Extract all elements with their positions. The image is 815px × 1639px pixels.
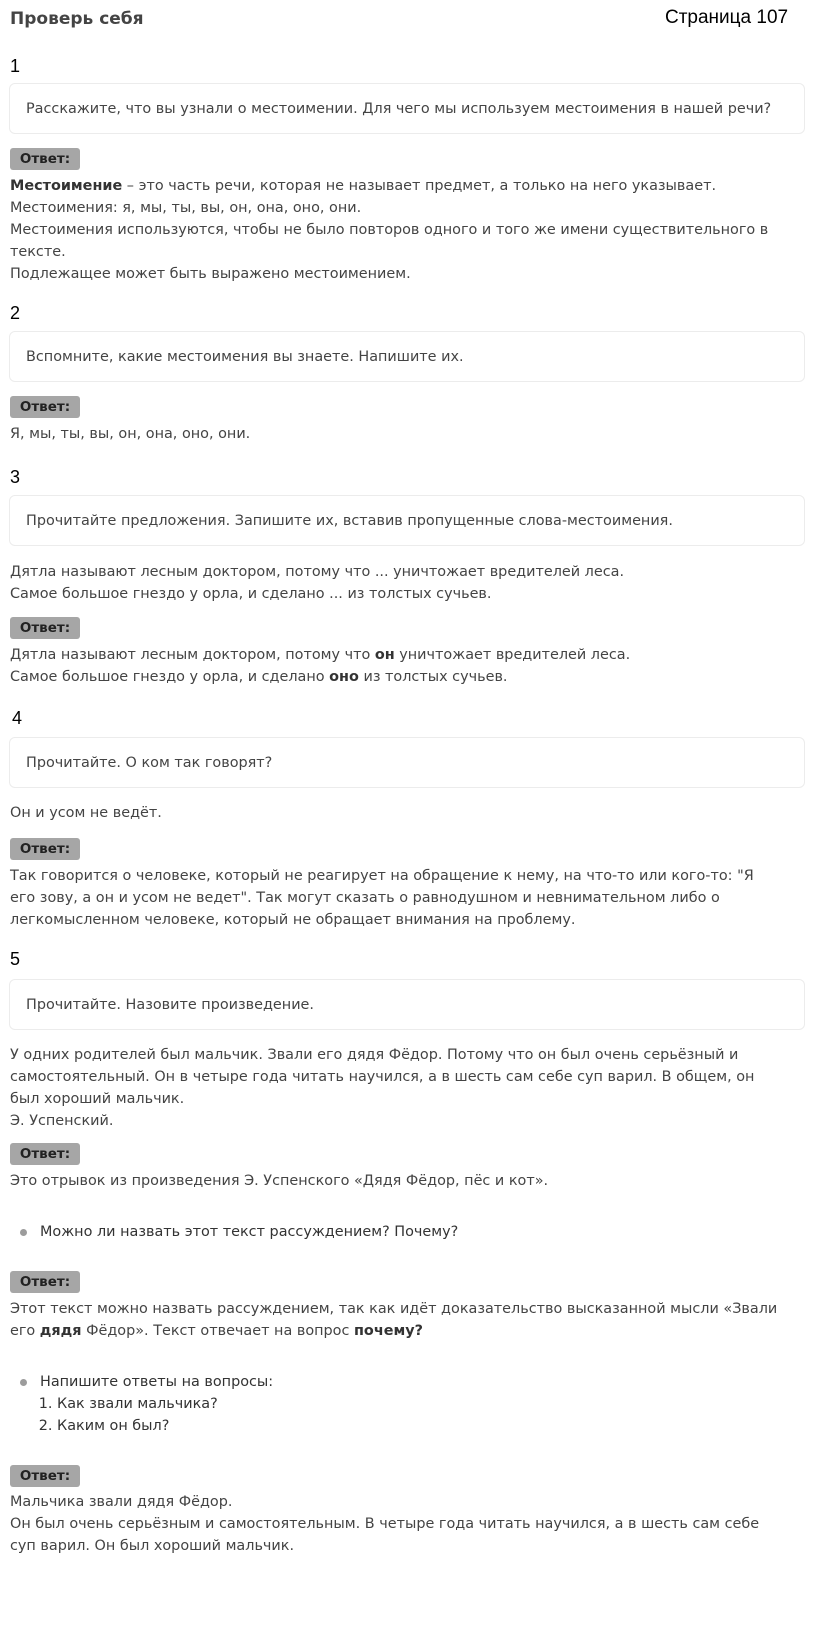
bullet-icon [20,1379,27,1386]
question-box [9,83,805,134]
answer-text: Дятла называют лесным доктором, потому что он уничтожает вредителей леса. Самое большое гнездо у орла, и сделано оно из толстых сучьев. [10,647,631,685]
answer-badge: Ответ: [10,396,80,418]
sub-question: Можно ли назвать этот текст рассуждением? Почему? [40,1224,459,1240]
answer-badge: Ответ: [10,148,80,170]
sub-question: Напишите ответы на вопросы: 1. Как звали мальчика? 2. Каким он был? [40,1371,800,1437]
question-box [9,331,805,382]
exercise-text: У одних родителей был мальчик. Звали его дядя Фёдор. Потому что он был очень серьёзный и самостоятельный. Он в четыре года читать научился, а в шесть сам себе суп варил. В общем, он был хороший мальчик. Э. Успенский. [10,1047,755,1129]
answer-badge: Ответ: [10,1271,80,1293]
answer-badge: Ответ: [10,1143,80,1165]
question-text: Прочитайте. О ком так говорят? [26,754,273,771]
question-text: Вспомните, какие местоимения вы знаете. Напишите их. [26,348,464,365]
answer-text: Это отрывок из произведения Э. Успенского «Дядя Фёдор, пёс и кот». [10,1173,549,1189]
question-text: Прочитайте предложения. Запишите их, вставив пропущенные слова-местоимения. [26,512,673,529]
exercise-text: Он и усом не ведёт. [10,805,162,821]
answer-text: Я, мы, ты, вы, он, она, оно, они. [10,426,251,442]
exercise-text: Дятла называют лесным доктором, потому что ... уничтожает вредителей леса. Самое большое гнездо у орла, и сделано ... из толстых сучьев. [10,564,625,602]
task-number: 2 [10,303,21,323]
list-item: 1. Как звали мальчика? [57,1393,800,1415]
answer-badge: Ответ: [10,617,80,639]
answer-text: Так говорится о человеке, который не реагирует на обращение к нему, на что-то или кого-то: "Я его зову, а он и усом не ведет". Так могут сказать о равнодушном и невнимательном либо о легкомысленном человеке, который не обращает внимания на проблему. [10,868,754,928]
question-list [40,1393,800,1437]
question-text: Прочитайте. Назовите произведение. [26,996,314,1013]
question-box [9,979,805,1030]
question-box [9,737,805,788]
answer-text: Этот текст можно назвать рассуждением, так как идёт доказательство высказанной мысли «Звали его дядя Фёдор». Текст отвечает на вопрос почему? [10,1301,778,1339]
term: Местоимение [10,178,123,194]
bullet-icon [20,1229,27,1236]
task-number: 5 [10,949,21,969]
page-number: Страница 107 [665,7,789,28]
answer-text: Мальчика звали дядя Фёдор. Он был очень серьёзным и самостоятельным. В четыре года читать научился, а в шесть сам себе суп варил. Он был хороший мальчик. [10,1494,760,1554]
task-number: 3 [10,467,21,487]
page-title: Проверь себя [10,9,144,29]
task-number: 1 [10,56,21,76]
task-number: 4 [12,708,23,728]
question-box [9,495,805,546]
answer-badge: Ответ: [10,838,80,860]
list-item: 2. Каким он был? [57,1415,800,1437]
answer-badge: Ответ: [10,1465,80,1487]
question-text: Расскажите, что вы узнали о местоимении. Для чего мы используем местоимения в нашей речи? [26,100,772,117]
answer-text: Местоимение – это часть речи, которая не называет предмет, а только на него указывает. Местоимения: я, мы, ты, вы, он, она, оно, они. Местоимения используются, чтобы не было повторов одного и того же имени существительного в тексте. Подлежащее может быть выражено местоимением. [10,178,769,282]
